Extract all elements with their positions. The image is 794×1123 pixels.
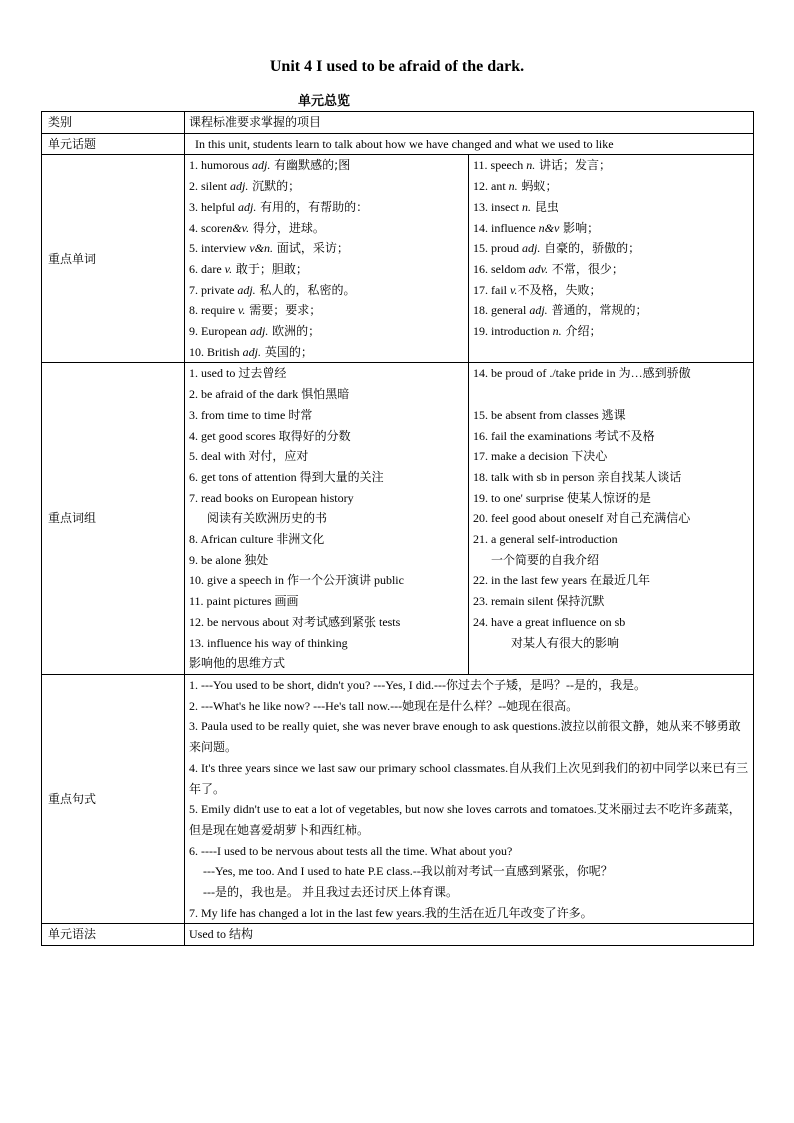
word-item: 19. introduction n. 介绍； [473,324,602,339]
phrase-item: 7. read books on European history [189,490,354,505]
phrase-item: 影响他的思维方式 [189,656,286,671]
phrase-item: 16. fail the examinations 考试不及格 [473,428,655,443]
phrase-item: 对某人有很大的影响 [511,635,620,650]
phrase-item: 21. a general self-introduction [473,532,618,547]
sentence-item: 6. ----I used to be nervous about tests all the time. What about you? [189,843,513,858]
word-item: 4. scoren&v. 得分，进球。 [189,220,325,235]
word-item: 12. ant n. 蚂蚁； [473,179,558,194]
sentence-item: 5. Emily didn't use to eat a lot of vegetables, but now she loves carrots and tomatoes.艾米丽过去不吃许多蔬菜，但是现在她喜爱胡萝卜和西红柿。 [189,802,741,837]
phrase-item: 22. in the last few years 在最近几年 [473,573,650,588]
phrase-item: 17. make a decision 下决心 [473,449,608,464]
sentence-item: 7. My life has changed a lot in the last few years.我的生活在近几年改变了许多。 [189,905,593,920]
phrase-item: 6. get tons of attention 得到大量的关注 [189,469,384,484]
phrase-item: 11. paint pictures 画画 [189,594,299,609]
phrase-item: 1. used to 过去曾经 [189,366,287,381]
phrase-item: 24. have a great influence on sb [473,614,626,629]
phrase-item: 13. influence his way of thinking [189,635,348,650]
sentence-item: ---Yes, me too. And I used to hate P.E class.--我以前对考试一直感到紧张，你呢？ [203,864,613,879]
phrase-item: 9. be alone 独处 [189,552,269,567]
phrase-item: 18. talk with sb in person 亲自找某人谈话 [473,469,682,484]
sentence-item: 4. It's three years since we last saw our primary school classmates.自从我们上次见到我们的初中同学以来已有三年了。 [189,760,749,796]
grammar-row [42,924,754,946]
phrase-item: 4. get good scores 取得好的分数 [189,428,351,443]
words-row [42,155,754,363]
sentences-list [185,674,754,923]
word-item: 13. insect n. 昆虫 [473,199,559,214]
topic-row [42,133,754,155]
phrase-item: 23. remain silent 保持沉默 [473,594,605,609]
words-label: 重点单词 [42,155,185,363]
phrases-right-list [469,363,754,675]
sentence-item: ---是的，我也是。 并且我过去还讨厌上体育课。 [203,885,458,900]
word-item: 11. speech n. 讲话；发言； [473,158,612,173]
phrases-left-list [185,363,469,675]
word-item: 17. fail v.不及格，失败； [473,282,602,297]
topic-text: In this unit, students learn to talk about how we have changed and what we used to like [185,133,754,155]
word-item: 10. British adj. 英国的； [189,344,313,359]
word-item: 1. humorous adj. 有幽默感的;图 [189,158,351,173]
phrase-item: 10. give a speech in 作一个公开演讲 public [189,573,404,588]
header-category: 类别 [42,112,185,134]
phrase-item: 8. African culture 非洲文化 [189,532,325,547]
words-right-list [469,155,754,363]
word-item: 3. helpful adj. 有用的，有帮助的： [189,199,369,214]
phrase-item: 14. be proud of ./take pride in 为…感到骄傲 [473,366,691,381]
phrase-item: 20. feel good about oneself 对自己充满信心 [473,511,691,526]
word-item: 8. require v. 需要；要求； [189,303,322,318]
topic-label: 单元话题 [42,133,185,155]
header-requirements: 课程标准要求掌握的项目 [185,112,754,134]
header-row [42,112,754,134]
phrase-item: 3. from time to time 时常 [189,407,313,422]
grammar-text: Used to 结构 [185,924,754,946]
word-item: 7. private adj. 私人的，私密的。 [189,282,356,297]
sentences-row [42,674,754,923]
grammar-label: 单元语法 [42,924,185,946]
phrase-item: 一个简要的自我介绍 [491,552,600,567]
word-item: 16. seldom adv. 不常，很少； [473,261,624,276]
phrase-item: 2. be afraid of the dark 惧怕黑暗 [189,387,350,402]
words-left-list [185,155,469,363]
word-item: 15. proud adj. 自豪的，骄傲的； [473,241,641,256]
phrase-item: 阅读有关欧洲历史的书 [207,511,328,526]
blank-line [473,384,749,405]
phrases-label: 重点词组 [42,363,185,675]
page-title: Unit 4 I used to be afraid of the dark. [269,58,525,75]
phrases-row [42,363,754,675]
word-item: 14. influence n&v 影响； [473,220,600,235]
phrase-item: 19. to one' surprise 使某人惊讶的是 [473,490,651,505]
section-subtitle: 单元总览 [298,94,351,109]
phrase-item: 12. be nervous about 对考试感到紧张 tests [189,614,401,629]
sentences-label: 重点句式 [42,674,185,923]
sentence-item: 2. ---What's he like now? ---He's tall now.---她现在是什么样？--她现在很高。 [189,698,579,713]
word-item: 5. interview v&n. 面试，采访； [189,241,349,256]
word-item: 6. dare v. 敢于；胆敢； [189,261,308,276]
word-item: 18. general adj. 普通的，常规的； [473,303,648,318]
phrase-item: 15. be absent from classes 逃课 [473,407,626,422]
sentence-item: 3. Paula used to be really quiet, she was never brave enough to ask questions.波拉以前很文静，她从来不够勇敢来问题。 [189,719,741,755]
word-item: 9. European adj. 欧洲的； [189,324,321,339]
phrase-item: 5. deal with 对付，应对 [189,449,309,464]
sentence-item: 1. ---You used to be short, didn't you? ---Yes, I did.---你过去个子矮，是吗？--是的，我是。 [189,677,647,692]
word-item: 2. silent adj. 沉默的； [189,179,301,194]
unit-overview-table [41,111,754,946]
